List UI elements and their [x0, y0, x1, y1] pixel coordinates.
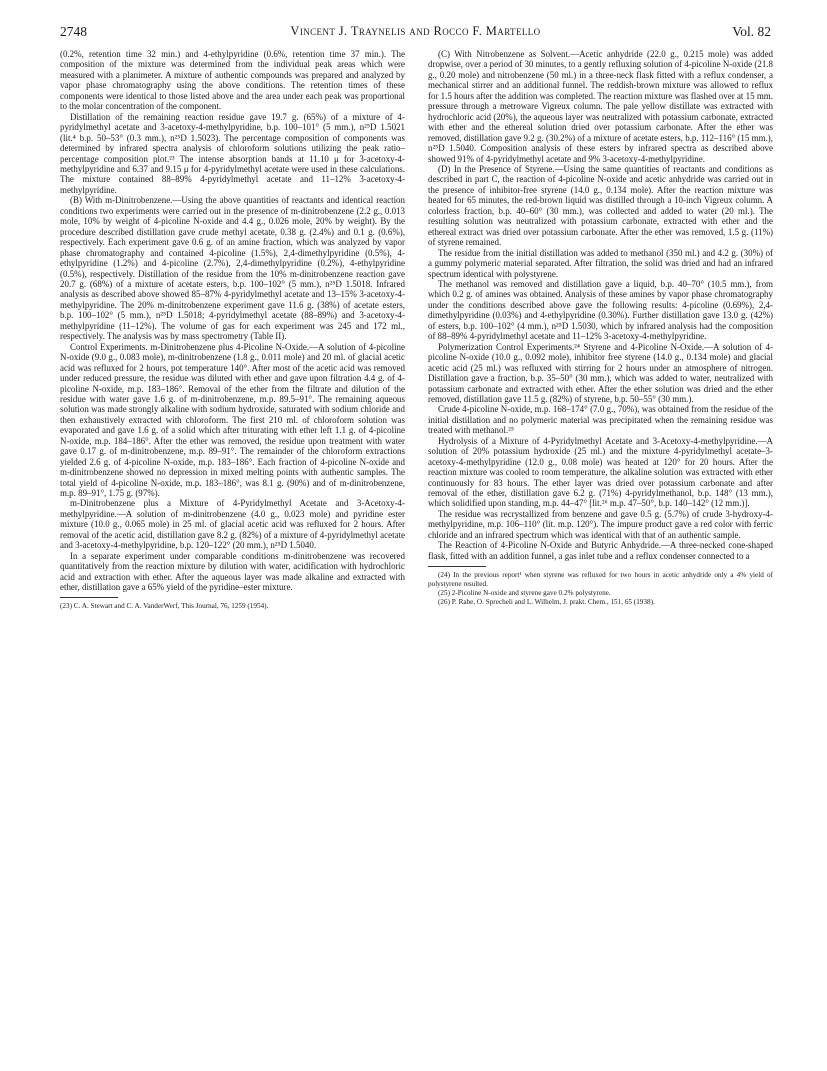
volume-label: Vol. 82 — [732, 24, 771, 39]
paragraph-distillation-residue: Distillation of the remaining reaction residue gave 19.7 g. (65%) of a mixture of 4-pyridylmethyl acetate and 3-acetoxy-4-methylpyridine, b.p. 100–101° (5 mm.), n²⁵D 1.5021 (lit.⁴ b.p. 50–53° (0.3 mm.), n²⁵D 1.5023). The percentage composition of components was determined by infrared spectra analysis of chloroform solutions utilizing the peak ratio–percentage composition plot.²³ The intense absorption bands at 11.10 μ for 3-acetoxy-4-methylpyridine and 6.37 and 9.15 μ for 4-pyridylmethyl acetate were used in these calculations. The mixture contained 88–89% 4-pyridylmethyl acetate and 11–12% 3-acetoxy-4-methylpyridine. — [60, 111, 405, 195]
paragraph-methanol-residue: The residue from the initial distillation was added to methanol (350 ml.) and 4.2 g. (30%) of a gummy polymeric material separated. After filtration, the solid was dried and had an infrared spectrum identical with polystyrene. — [428, 247, 773, 279]
paragraph-amine-analysis: The methanol was removed and distillation gave a liquid, b.p. 40–70° (10.5 mm.), from which 0.2 g. of amines was obtained. Analysis of these amines by vapor phase chromatography under the conditions described above gave the following results: 4-picoline (0.69%), 2,4-dimethylpyridine (0.03%) and 4-ethylpyridine (0.30%). Further distillation gave 13.0 g. (42%) of esters, b.p. 100–102° (4 mm.), n²⁵D 1.5030, which by infrared analysis had the composition of 88–89% 4-pyridylmethyl acetate and 11–12% 3-acetoxy-4-methylpyridine. — [428, 278, 773, 342]
footnote-divider — [428, 566, 486, 567]
paragraph-styrene-presence: (D) In the Presence of Styrene.—Using the same quantities of reactants and conditions as described in part C, the reaction of 4-picoline N-oxide and acetic anhydride was carried out in the presence of inhibitor-free styrene (14.0 g., 0.134 mole). After the reaction mixture was heated for 65 minutes, the red-brown liquid was distilled through a 10-inch Vigreux column. A colorless fraction, b.p. 40–60° (30 mm.), was collected and added to water (20 ml.). The resulting solution was neutralized with potassium carbonate, extracted with ether and the ethereal extract was dried over potassium carbonate. After the ether was removed, 1.5 g. (11%) of styrene remained. — [428, 163, 773, 248]
paragraph-separate-experiment: In a separate experiment under comparable conditions m-dinitrobenzene was recovered quantitatively from the reaction mixture by dilution with water, acidification with hydrochloric acid and extraction with ether. After the aqueous layer was made alkaline and extracted with ether, distillation gave a 65% yield of the pyridine–ester mixture. — [60, 550, 405, 593]
paragraph-m-dinitrobenzene: (B) With m-Dinitrobenzene.—Using the above quantities of reactants and identical reaction conditions two experiments were carried out in the presence of m-dinitrobenzene (2.2 g., 0.013 mole, 10% by weight of 4-picoline N-oxide and 4.4 g., 0.026 mole, 20% by weight). By the procedure described distillation gave crude methyl acetate, 0.38 g. (2.4%) and 0.1 g. (0.6%), respectively. Each experiment gave 0.6 g. of an amine fraction, which was analyzed by vapor phase chromatography and contained 4-picoline (1.5%), 2,4-dimethylpyridine (0.5%), 4-ethylpyridine (1.2%) and 4-picoline (2.7%), 2,4-dimethylpyridine (0.2%), 4-ethylpyridine (0.5%), respectively. Distillation of the residue from the 10% m-dinitrobenzene reaction gave 20.7 g. (68%) of a mixture of acetate esters, b.p. 100–102° (5 mm.), n²⁵D 1.5018. Infrared analysis as described above showed 85–87% 4-pyridylmethyl acetate and 13–15% 3-acetoxy-4-methylpyridine. The 20% m-dinitrobenzene experiment gave 11.6 g. (38%) of acetate esters, b.p. 100–102° (5 mm.), n²⁵D 1.5018; 4-pyridylmethyl acetate (88–89%) and 3-acetoxy-4-methylpyridine (11–12%). The volume of gas for each experiment was 245 and 172 ml., respectively. The analysis was by mass spectrometry (Table II). — [60, 195, 405, 342]
paragraph-recrystallization: The residue was recrystallized from benzene and gave 0.5 g. (5.7%) of crude 3-hydroxy-4-methylpyridine, m.p. 106–110° (lit. m.p. 120°). The impure product gave a red color with ferric chloride and an infrared spectrum which was identical with that of an authentic sample. — [428, 508, 773, 540]
paragraph-chromatography-results: (0.2%, retention time 32 min.) and 4-ethylpyridine (0.6%, retention time 37 min.). The composition of the mixture was determined from the individual peak areas which were measured with a planimeter. A mixture of authentic compounds was prepared and analyzed by vapor phase chromatography using the above conditions. The retention times of these components were identical to those listed above and the area under each peak was proportional to the molar concentration of the component. — [60, 49, 405, 112]
paragraph-nitrobenzene-solvent: (C) With Nitrobenzene as Solvent.—Acetic anhydride (22.0 g., 0.215 mole) was added dropwise, over a period of 30 minutes, to a gently refluxing solution of 4-picoline N-oxide (21.8 g., 0.20 mole) and nitrobenzene (50 ml.) in a three-neck flask fitted with a reflux condenser, a mechanical stirrer and an additional funnel. The reddish-brown mixture was allowed to reflux for 1.5 hours after the addition was completed. The reaction mixture was flashed over at 15 mm. pressure through a metroware Vigreux column. The pale yellow distillate was extracted with hydrochloric acid (20%), the aqueous layer was neutralized with potassium carbonate, extracted with ether and the ethereal solution dried over potassium carbonate. After the ether was removed, distillation gave 9.2 g. (30.2%) of a mixture of acetate esters, b.p. 112–116° (15 mm.), n²⁵D 1.5040. Composition analysis of these esters by infrared spectra as described above showed 91% of 4-pyridylmethyl acetate and 9% 3-acetoxy-4-methylpyridine. — [428, 49, 773, 164]
paragraph-hydrolysis: Hydrolysis of a Mixture of 4-Pyridylmethyl Acetate and 3-Acetoxy-4-methylpyridine.—A solution of 20% potassium hydroxide (25 ml.) and the mixture 4-pyridylmethyl acetate–3-acetoxy-4-methylpyridine (12.0 g., 0.08 mole) was heated at 120° for 20 hours. After the reaction mixture was cooled to room temperature, the alkaline solution was extracted with ether continuously for 83 hours. The ether layer was dried over potassium carbonate and after removal of the ether, distillation gave 6.2 g. (71%) 4-pyridylmethanol, b.p. 148° (13 mm.), which solidified upon standing, m.p. 44–47° [lit.²⁶ m.p. 47–50°, b.p. 140–142° (12 mm.)]. — [428, 435, 773, 509]
page-number: 2748 — [60, 24, 87, 39]
footnote-24: (24) In the previous report¹ when styrene was refluxed for two hours in acetic anhydride only a 4% yield of polystyrene resulted. — [428, 571, 773, 589]
footnote-26: (26) P. Rabe, O. Sprecheli and L. Wilhelm, J. prakt. Chem., 151, 65 (1938). — [438, 597, 655, 606]
left-column — [60, 49, 405, 610]
paragraph-crude-picoline: Crude 4-picoline N-oxide, m.p. 168–174° (7.0 g., 70%), was obtained from the residue of the initial distillation and no polymeric material was precipitated when the remaining residue was treated with methanol.²⁵ — [428, 404, 773, 436]
paragraph-control-experiments: Control Experiments. m-Dinitrobenzene plus 4-Picoline N-Oxide.—A solution of 4-picoline N-oxide (9.0 g., 0.083 mole), m-dinitrobenzene (1.8 g., 0.011 mole) and 20 ml. of glacial acetic acid was refluxed for 2 hours, pot temperature 140°. After most of the acetic acid was removed under reduced pressure, the residue was diluted with ether and gave upon filtration 4.4 g. of 4-picoline N-oxide, m.p. 183–186°. Removal of the ether from the filtrate and dilution of the residue with water gave 1.6 g. of m-dinitrobenzene, m.p. 89.5–91°. The remaining aqueous solution was made strongly alkaline with sodium hydroxide, saturated with sodium chloride and then exhaustively extracted with chloroform. The first 210 ml. of chloroform solution was evaporated and gave 1.6 g. of a solid which after triturating with ether left 1.1 g. of 4-picoline N-oxide, m.p. 184–186°. After the ether was removed, the residue upon treatment with water gave 0.17 g. of m-dinitrobenzene, m.p. 89–91°. The remainder of the chloroform extractions yielded 2.6 g. of 4-picoline N-oxide, m.p. 183–186°. Each fraction of 4-picoline N-oxide and m-dinitrobenzene showed no depression in mixed melting points with authentic samples. The total yield of 4-picoline N-oxide, m.p. 183–186°, was 8.1 g. (90%) and of m-dinitrobenzene, m.p. 89–91°, 1.75 g. (97%). — [60, 341, 405, 499]
running-header — [60, 24, 771, 44]
paragraph-polymerization-control: Polymerization Control Experiments.²⁴ Styrene and 4-Picoline N-Oxide.—A solution of 4-picoline N-oxide (10.0 g., 0.092 mole), inhibitor free styrene (14.0 g., 0.134 mole) and glacial acetic acid (25 ml.) was refluxed with stirring for 2 hours under an atmosphere of nitrogen. Distillation gave a fraction, b.p. 35–50° (30 mm.), which was added to water, neutralized with potassium carbonate and extracted with ether. After the ether solution was dried and the ether removed, distillation gave 11.5 g. (82%) of styrene, b.p. 50–55° (30 mm.). — [428, 341, 773, 404]
footnote-divider — [60, 597, 118, 598]
right-column — [428, 49, 773, 607]
paragraph-butyric-anhydride: The Reaction of 4-Picoline N-Oxide and Butyric Anhydride.—A three-necked cone-shaped flask, fitted with an addition funnel, a gas inlet tube and a reflux condenser connected to a — [428, 540, 773, 561]
paragraph-dinitrobenzene-ester-mixture: m-Dinitrobenzene plus a Mixture of 4-Pyridylmethyl Acetate and 3-Acetoxy-4-methylpyridine.—A solution of m-dinitrobenzene (4.0 g., 0.023 mole) and pyridine ester mixture (10.0 g., 0.065 mole) in 25 ml. of glacial acetic acid was refluxed for 2 hours. After removal of the acetic acid, distillation gave 8.2 g. (82%) of a mixture of 4-pyridylmethyl acetate and 3-acetoxy-4-methylpyridine, b.p. 120–122° (20 mm.), n²⁵D 1.5040. — [60, 498, 405, 551]
footnote-25: (25) 2-Picoline N-oxide and styrene gave 0.2% polystyrene. — [438, 589, 611, 598]
running-authors: Vincent J. Traynelis and Rocco F. Martello — [290, 24, 541, 38]
footnote-23: (23) C. A. Stewart and C. A. VanderWerf, This Journal, 76, 1259 (1954). — [60, 601, 269, 610]
